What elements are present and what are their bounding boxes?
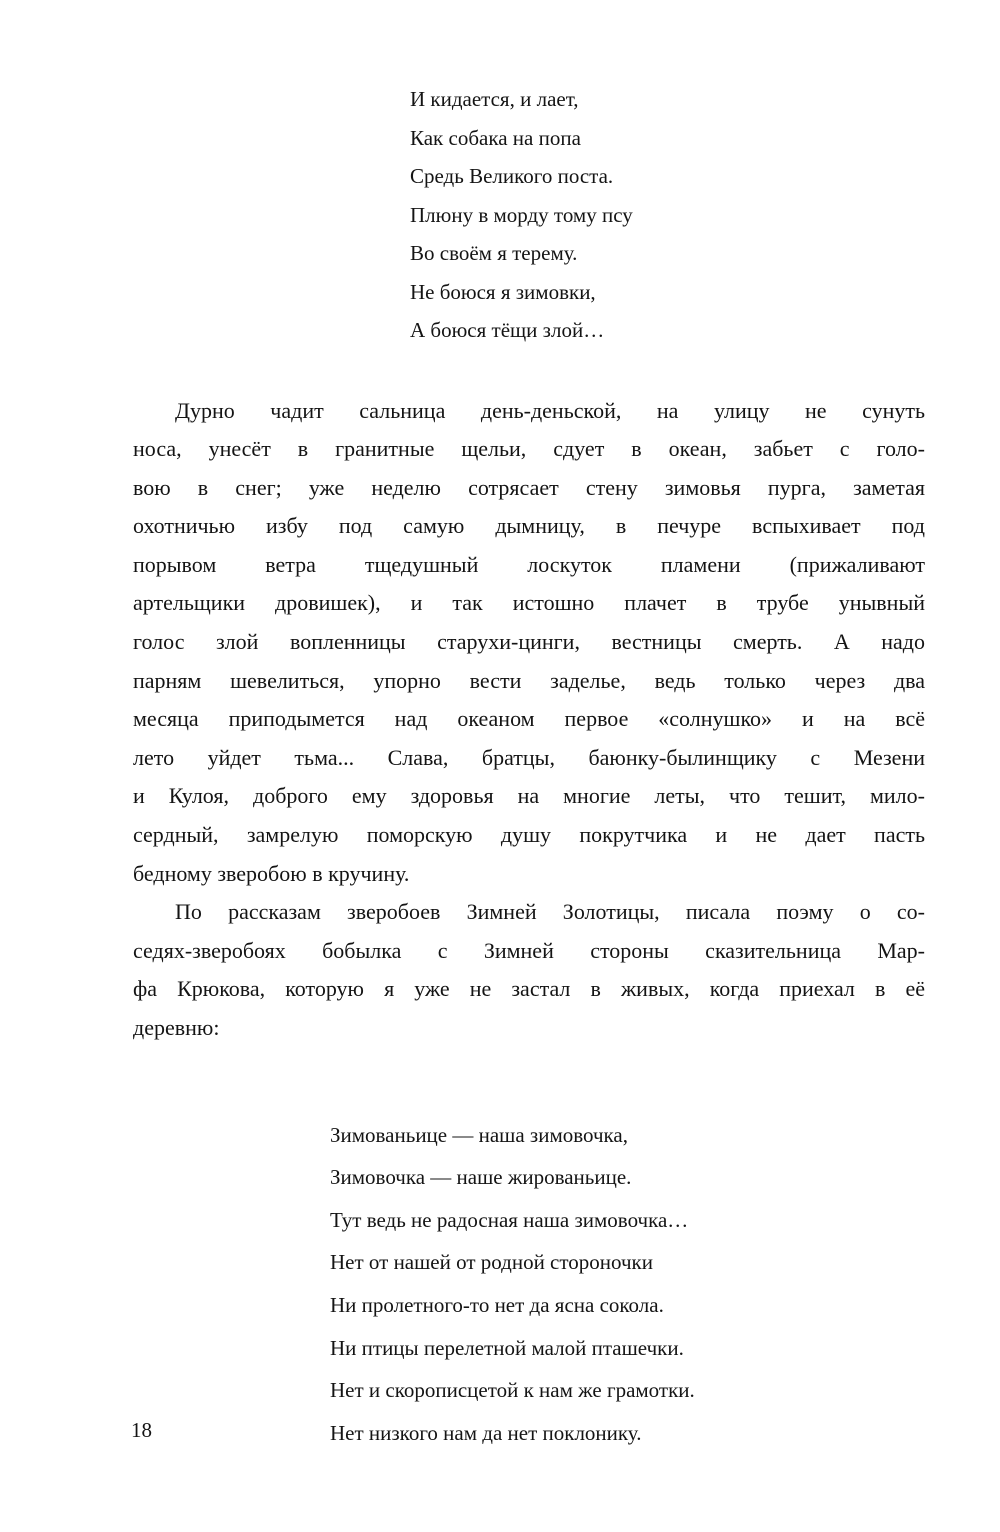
- text-line: деревню:: [133, 1015, 220, 1040]
- text-line: и Кулоя, доброго ему здоровья на многие леты, что тешит, мило-: [133, 783, 925, 809]
- page-number: 18: [131, 1418, 152, 1442]
- text-line: вою в снег; уже неделю сотрясает стену зимовья пурга, заметая: [133, 474, 925, 500]
- text-line: седях-зверобоях бобылка с Зимней стороны сказительница Мар-: [133, 937, 925, 963]
- text-line: Средь Великого поста.: [410, 164, 614, 188]
- text-line: Во своём я терему.: [410, 241, 578, 265]
- prose-paragraph-2: [133, 893, 925, 1047]
- text-line: Тут ведь не радосная наша зимовочка…: [330, 1207, 689, 1232]
- text-line: Не боюся я зимовки,: [410, 279, 596, 304]
- text-line: И кидается, и лает,: [410, 87, 579, 111]
- text-line: Ни птицы перелетной малой пташечки.: [330, 1335, 684, 1360]
- text-line: Плюну в морду тому псу: [410, 202, 633, 227]
- text-line: А боюся тёщи злой…: [410, 318, 605, 342]
- text-line: Нет и скорописцетой к нам же грамотки.: [330, 1378, 695, 1403]
- text-line: артельщики дровишек), и так истошно плачет в трубе унывный: [133, 590, 925, 616]
- text-line: Как собака на попа: [410, 125, 581, 150]
- text-line: сердный, замрелую поморскую душу покрутчика и не дает пасть: [133, 822, 925, 848]
- text-line: фа Крюкова, которую я уже не застал в живых, когда приехал в её: [133, 976, 925, 1002]
- text-line: Дурно чадит сальница день-деньской, на улицу не сунуть: [175, 397, 925, 423]
- verse-top: [410, 80, 925, 350]
- text-line: порывом ветра тщедушный лоскуток пламени (прижаливают: [133, 551, 925, 577]
- prose-paragraph-1: [133, 392, 925, 894]
- text-line: Нет от нашей от родной стороночки: [330, 1250, 653, 1275]
- text-line: охотничью избу под самую дымницу, в печуре вспыхивает под: [133, 513, 925, 539]
- verse-bottom: [330, 1114, 925, 1455]
- text-line: носа, унесёт в гранитные щельи, сдует в океан, забьет с голо-: [133, 436, 925, 462]
- text-line: бедному зверобою в кручину.: [133, 860, 410, 886]
- text-line: Нет низкого нам да нет поклонику.: [330, 1420, 642, 1445]
- text-line: Зимованьице — наша зимовочка,: [330, 1122, 628, 1147]
- text-line: парням шевелиться, упорно вести заделье, ведь только через два: [133, 667, 925, 693]
- text-line: Ни пролетного-то нет да ясна сокола.: [330, 1292, 664, 1317]
- text-line: лето уйдет тьма... Слава, братцы, баюнку-былинщику с Мезени: [133, 744, 925, 770]
- text-line: месяца приподымется над океаном первое «солнушко» и на всё: [133, 706, 925, 732]
- text-line: Зимовочка — наше жированьице.: [330, 1165, 632, 1190]
- text-line: По рассказам зверобоев Зимней Золотицы, писала поэму о со-: [175, 899, 925, 925]
- text-line: голос злой вопленницы старухи-цинги, вестницы смерть. А надо: [133, 629, 925, 655]
